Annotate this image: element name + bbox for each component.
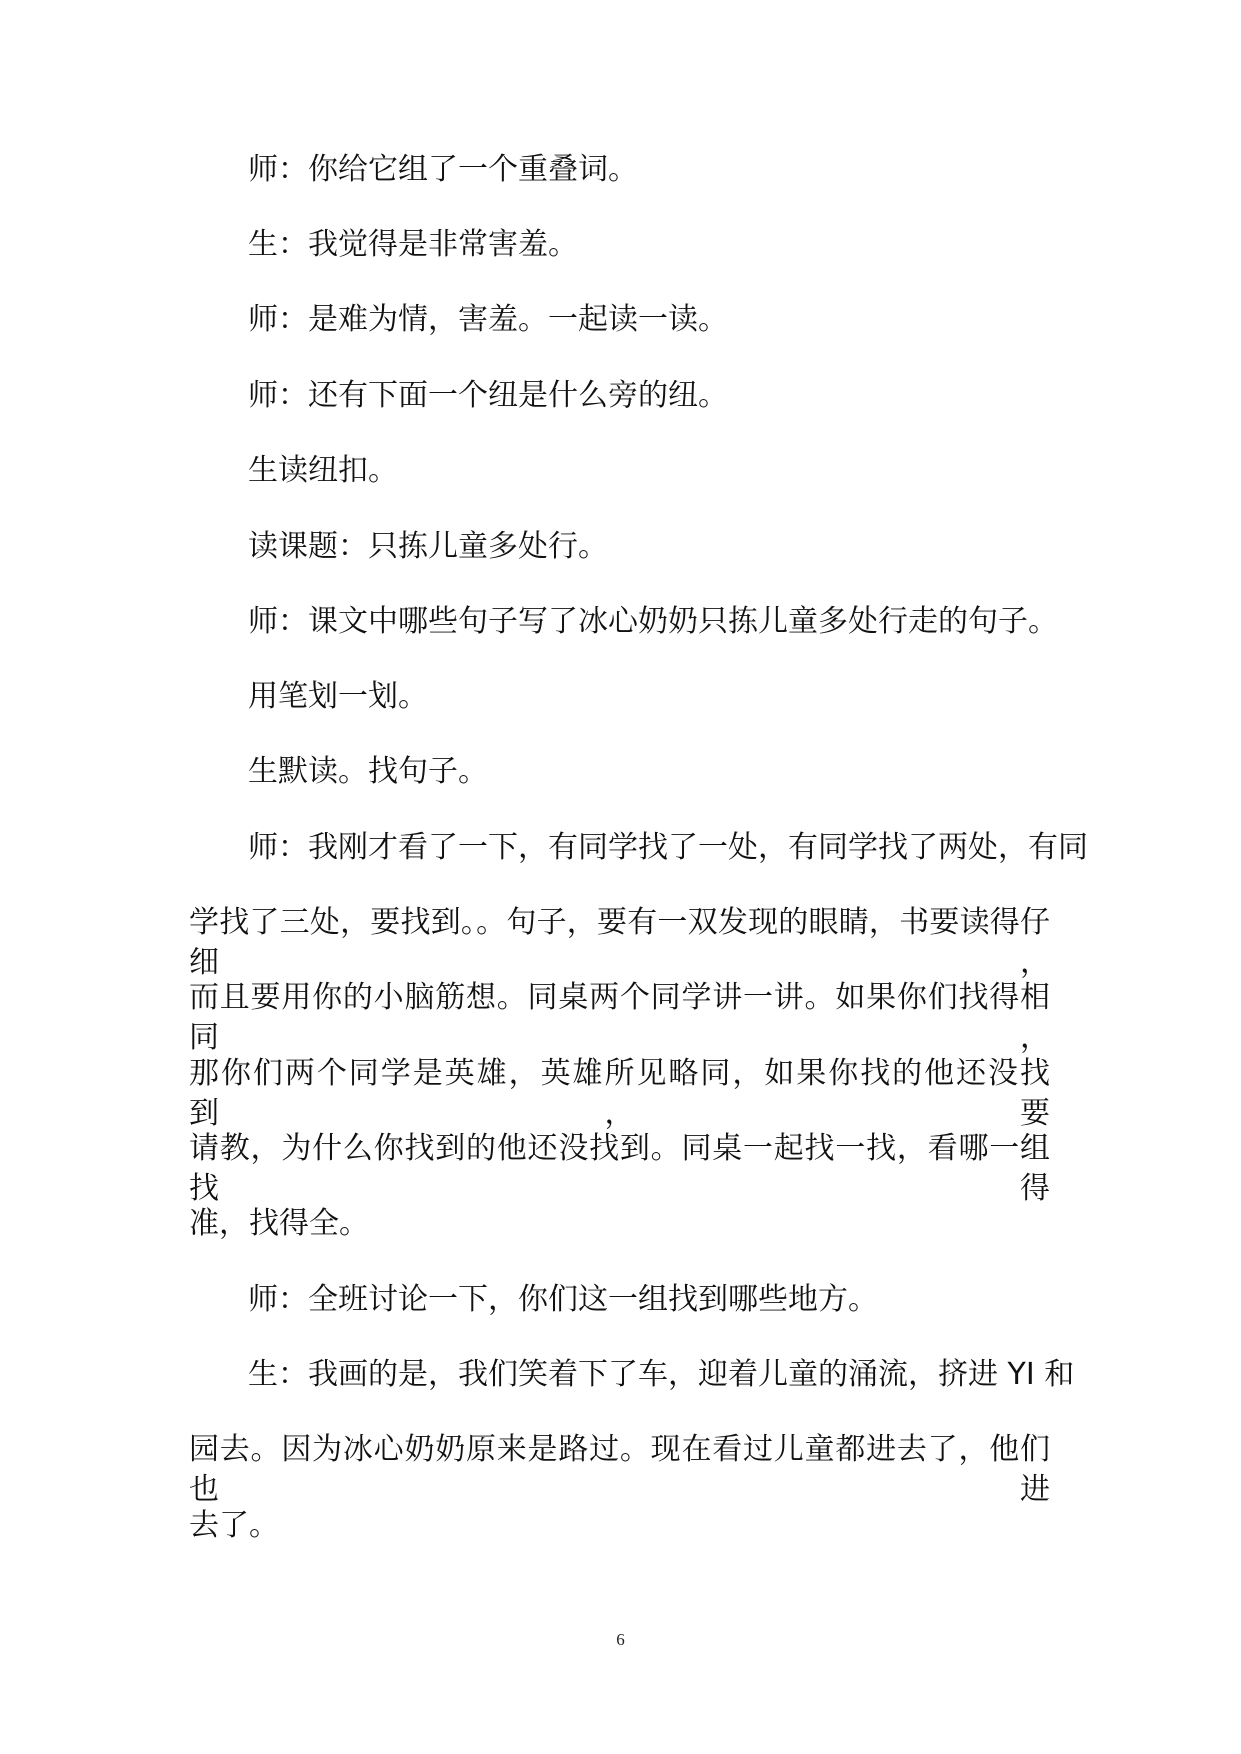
text-line: 请教，为什么你找到的他还没找到。同桌一起找一找，看哪一组找得 [189, 1131, 1050, 1206]
page-number: 6 [616, 1630, 625, 1649]
text-line: 那你们两个同学是英雄，英雄所见略同，如果你找的他还没找到，要 [189, 1056, 1050, 1131]
text-line: 生读纽扣。 [248, 453, 398, 488]
text-line: 园去。因为冰心奶奶原来是路过。现在看过儿童都进去了，他们也进 [189, 1432, 1050, 1507]
text-line: 生：我画的是，我们笑着下了车，迎着儿童的涌流，挤进 YI 和 [248, 1357, 1075, 1392]
text-line: 师：你给它组了一个重叠词。 [248, 152, 638, 187]
text-line: 师：是难为情，害羞。一起读一读。 [248, 302, 728, 337]
text-line: 师：我刚才看了一下，有同学找了一处，有同学找了两处，有同 [248, 830, 1088, 865]
text-line: 去了。 [189, 1508, 279, 1543]
text-line: 而且要用你的小脑筋想。同桌两个同学讲一讲。如果你们找得相同， [189, 980, 1050, 1055]
text-line: 师：还有下面一个纽是什么旁的纽。 [248, 378, 728, 413]
text-line: 读课题：只拣儿童多处行。 [248, 529, 608, 564]
text-line: 准，找得全。 [189, 1206, 369, 1241]
text-line: 学找了三处，要找到。。句子，要有一双发现的眼睛，书要读得仔细， [189, 905, 1050, 980]
text-line: 师：课文中哪些句子写了冰心奶奶只拣儿童多处行走的句子。 [248, 604, 1058, 639]
text-line: 师：全班讨论一下，你们这一组找到哪些地方。 [248, 1282, 878, 1317]
text-line: 生默读。找句子。 [248, 754, 488, 789]
text-line: 用笔划一划。 [248, 679, 428, 714]
text-line: 生：我觉得是非常害羞。 [248, 227, 578, 262]
